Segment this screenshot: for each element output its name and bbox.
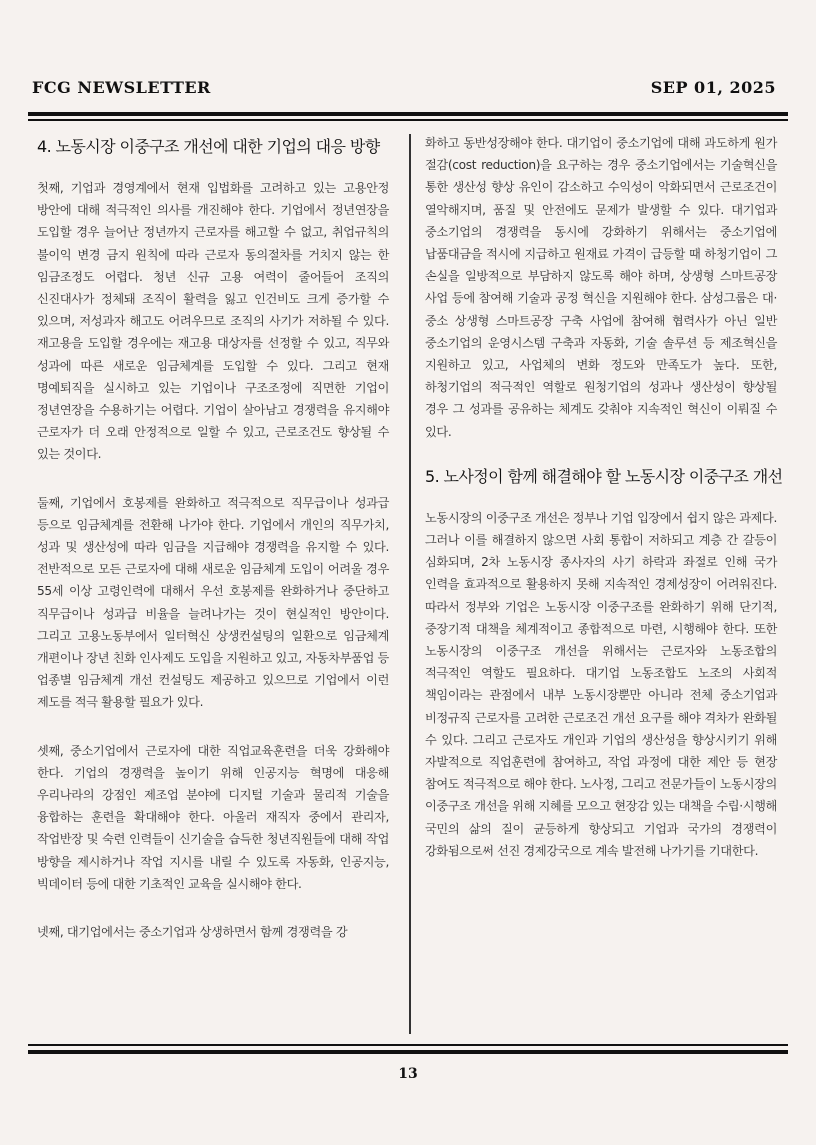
header-rule-thick: [28, 112, 788, 116]
footer-rule-thick: [28, 1050, 788, 1054]
page-number: 13: [398, 1066, 418, 1082]
paragraph-section-5: 노동시장의 이중구조 개선은 정부나 기업 입장에서 쉽지 않은 과제다. 그러나 이를 해결하지 않으면 사회 통합이 저하되고 계층 간 갈등이 심화되며, 2차 노동시장 종사자의 사기 하락과 좌절로 인해 국가 인력을 효과적으로 활용하지 못해 지속적인 경제성장이 어려워진다. 따라서 정부와 기업은 노동시장 이중구조를 완화하기 위해 단기적, 중장기적 대책을 체계적이고 종합적으로 마련, 시행해야 한다. 또한 노동시장의 이중구조 개선을 위해서는 근로자와 노동조합의 적극적인 역할도 필요하다. 대기업 노동조합도 노조의 사회적 책임이라는 관점에서 내부 노동시장뿐만 아니라 전체 중소기업과 비정규직 근로자를 고려한 근로조건 개선 요구를 해야 격차가 완화될 수 있다. 그리고 근로자도 개인과 기업의 생산성을 향상시키기 위해 자발적으로 직업훈련에 참여하고, 작업 과정에 대한 제안 등 현장 참여도 적극적으로 해야 한다. 노사정, 그리고 전문가들이 노동시장의 이중구조 개선을 위해 지혜를 모으고 현장감 있는 대책을 수립·시행해 국민의 삶의 질이 균등하게 향상되고 기업과 국가의 경쟁력이 강화됨으로써 선진 경제강국으로 계속 발전해 나가기를 기대한다.: [425, 510, 777, 858]
right-column: [425, 132, 783, 862]
footer-rule-thin: [28, 1044, 788, 1046]
section-title-4: 4. 노동시장 이중구조 개선에 대한 기업의 대응 방향: [37, 137, 380, 156]
paragraph-first: 첫째, 기업과 경영계에서 현재 입법화를 고려하고 있는 고용안정 방안에 대해 적극적인 의사를 개진해야 한다. 기업에서 정년연장을 도입할 경우 늘어난 정년까지 근로자를 해고할 수 없고, 취업규칙의 불이익 변경 금지 원칙에 따라 근로자 동의절차를 거치지 않는 한 임금조정도 어렵다. 청년 신규 고용 여력이 줄어들어 조직의 신진대사가 정체돼 조직이 활력을 잃고 인건비도 크게 증가할 수 있으며, 저성과자 해고도 어려우므로 조직의 사기가 저하될 수 있다. 재고용을 도입할 경우에는 재고용 대상자를 선정할 수 있고, 직무와 성과에 따른 새로운 임금체계를 도입할 수 있다. 그리고 현재 명예퇴직을 실시하고 있는 기업이나 구조조정에 직면한 기업이 정년연장을 수용하기는 어렵다. 기업이 살아남고 경쟁력을 유지해야 근로자가 더 오래 안정적으로 일할 수 있고, 근로조건도 향상될 수 있는 것이다.: [37, 181, 389, 462]
issue-date: SEP 01, 2025: [650, 78, 776, 97]
header-rule-thin: [28, 119, 788, 121]
left-column: [37, 132, 389, 943]
paragraph-second: 둘째, 기업에서 호봉제를 완화하고 적극적으로 직무급이나 성과급 등으로 임금체계를 전환해 나가야 한다. 기업에서 개인의 직무가치, 성과 및 생산성에 따라 임금을 지급해야 경쟁력을 유지할 수 있다. 전반적으로 모든 근로자에 대해 새로운 임금체계 도입이 어려울 경우 55세 이상 고령인력에 대해서 우선 호봉제를 완화하거나 중단하고 직무급이나 성과급 비율을 늘려나가는 것이 현실적인 방안이다. 그리고 고용노동부에서 일터혁신 상생컨설팅의 일환으로 임금체계 개편이나 장년 친화 인사제도 도입을 지원하고 있고, 자동차부품업 등 업종별 임금체계 개선 컨설팅도 제공하고 있으므로 기업에서 이런 제도를 적극 활용할 필요가 있다.: [37, 495, 389, 710]
column-divider: [409, 134, 411, 1034]
paragraph-third: 셋째, 중소기업에서 근로자에 대한 직업교육훈련을 더욱 강화해야 한다. 기업의 경쟁력을 높이기 위해 인공지능 혁명에 대응해 우리나라의 강점인 제조업 분야에 디지털 기술과 물리적 기술을 융합하는 훈련을 확대해야 한다. 아울러 재직자 중에서 관리자, 작업반장 및 숙련 인력들이 신기술을 습득한 청년직원들에 대해 작업 방향을 제시하거나 작업 지시를 내릴 수 있도록 자동화, 인공지능, 빅데이터 등에 대한 기초적인 교육을 실시해야 한다.: [37, 743, 389, 891]
paragraph-fourth-continued: 화하고 동반성장해야 한다. 대기업이 중소기업에 대해 과도하게 원가 절감(cost reduction)을 요구하는 경우 중소기업에서는 기술혁신을 통한 생산성 향상 유인이 감소하고 수익성이 악화되면서 근로조건이 열악해지며, 품질 및 안전에도 문제가 발생할 수 있다. 대기업과 중소기업의 경쟁력을 동시에 강화하기 위해서는 중소기업에 납품대금을 적시에 지급하고 원재료 가격이 급등할 때 하청기업이 그 손실을 일방적으로 부담하지 않도록 해야 하며, 상생형 스마트공장 사업 등에 참여해 기술과 공정 혁신을 지원해야 한다. 삼성그룹은 대·중소 상생형 스마트공장 구축 사업에 참여해 협력사가 아닌 일반 중소기업의 운영시스템 구축과 자동화, 기술 솔루션 등 제조혁신을 지원하고 있고, 사업체의 변화 정도와 만족도가 높다. 또한, 하청기업의 적극적인 역할로 원청기업의 성과나 생산성이 향상될 경우 그 성과를 공유하는 체계도 갖춰야 지속적인 혁신이 이뤄질 수 있다.: [425, 136, 777, 439]
section-title-5: 5. 노사정이 함께 해결해야 할 노동시장 이중구조 개선: [425, 466, 783, 486]
newsletter-title: FCG NEWSLETTER: [32, 78, 211, 97]
paragraph-fourth-start: 넷째, 대기업에서는 중소기업과 상생하면서 함께 경쟁력을 강: [37, 925, 348, 940]
